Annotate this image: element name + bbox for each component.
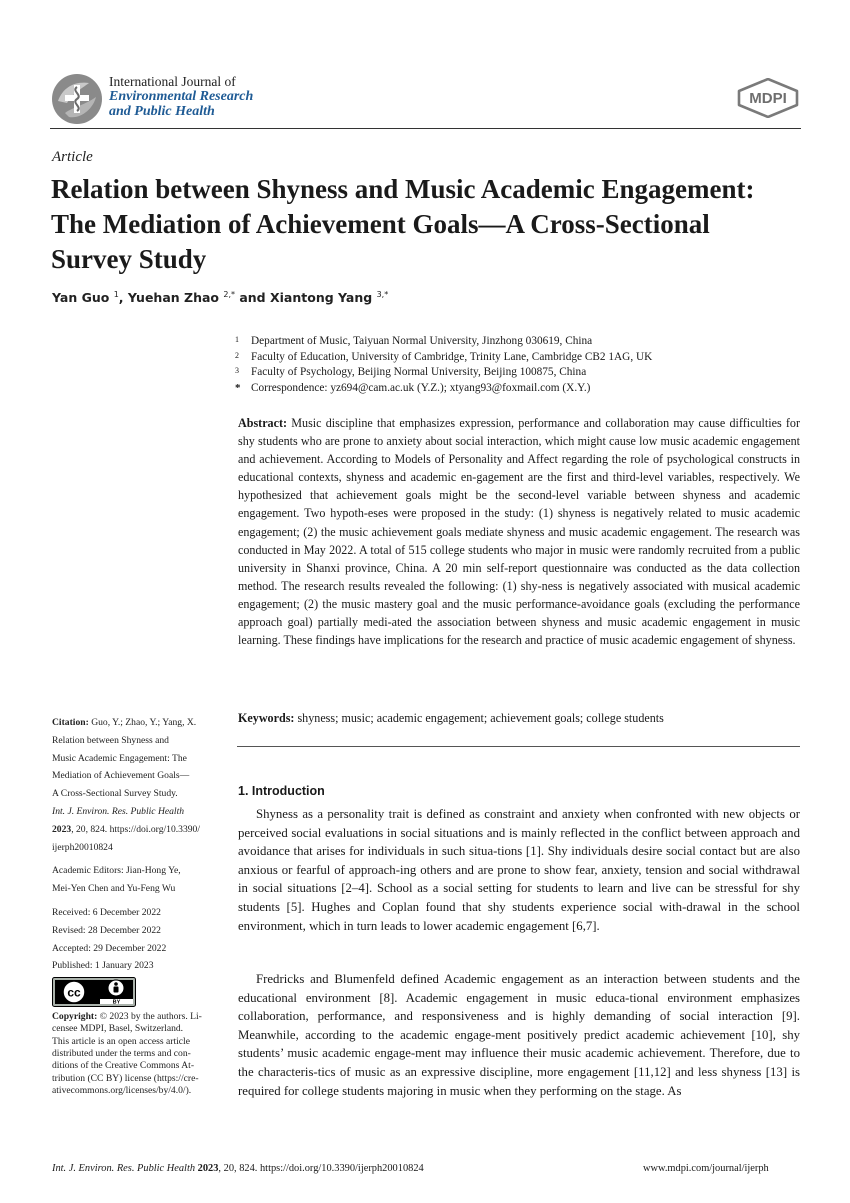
- paragraph-text: ment positively predict academic achievement [10], shy students’ music academic engage-: [238, 1027, 800, 1061]
- paragraph-text: shy students [5]. Hughes and Coplan found that shy students experience social with-: [238, 881, 800, 914]
- affiliation-item: [235, 334, 652, 350]
- paragraph-text: tions [1]. Shy individuals desire social contact but are also anxious or fearful of approach-: [238, 844, 800, 877]
- author-separator: and: [235, 290, 270, 306]
- received-date: Received: 6 December 2022: [52, 906, 161, 918]
- author-affiliation-mark: 2,*: [223, 290, 235, 299]
- abstract-text: ness is negatively associated with musical academic engagement; (2) the music mastery goal and: [238, 578, 801, 611]
- article-title: [51, 172, 811, 277]
- publication-dates: [52, 904, 218, 975]
- intro-paragraph-1: [238, 805, 800, 935]
- paragraph-text: Shyness as a personality trait is defined as constraint and anxiety when confronted: [256, 807, 692, 821]
- correspondence-text[interactable]: Correspondence: yz694@cam.ac.uk (Y.Z.); xtyang93@foxmail.com (X.Y.): [251, 381, 591, 394]
- mdpi-logo-text: MDPI: [749, 90, 787, 107]
- abstract-text: low music academic engagement and achievement. According to Models of Personality and Affect: [238, 434, 801, 467]
- footer-citation: [52, 1163, 424, 1174]
- abstract-text: gagement are the first and third-level variables, respectively. We hypothesized that achievement: [238, 470, 800, 503]
- footer-year: 2023: [197, 1163, 219, 1174]
- abstract-text: was conducted in May 2022. A total of 515 college students who major in music were randomly: [238, 524, 800, 557]
- editors-text: Mei-Yen Chen and Yu-Feng Wu: [52, 883, 176, 895]
- copyright-text: This article is an open access article: [52, 1035, 190, 1047]
- abstract-text: was conducted as the data collection method. The research results revealed the following: (1) shy-: [238, 560, 800, 593]
- abstract-text: the music performance-avoidance goals (excluding the performance approach goal) partially medi-: [238, 596, 800, 630]
- abstract-text: ated the association between shyness and music academic engagement in music learning. These: [238, 615, 800, 648]
- mdpi-logo: [737, 78, 799, 118]
- paragraph-text: Fredricks and Blumenfeld defined Academic engagement as an interaction between: [256, 972, 707, 986]
- author-affiliation-mark: 3,*: [376, 290, 389, 299]
- paragraph-text: situations [2–4]. School as a social setting for students to learn and live can be stressful for: [287, 881, 778, 896]
- header-rule: [50, 128, 801, 129]
- keywords-label: Keywords:: [238, 711, 295, 725]
- citation-doi-tail[interactable]: ijerph20010824: [52, 841, 113, 853]
- citation-year: 2023: [52, 823, 72, 835]
- author-list: [52, 290, 388, 305]
- journal-name-line1: International Journal of: [109, 74, 236, 89]
- abstract-text: Music discipline that emphasizes expression, performance and collaboration may cause: [291, 416, 726, 430]
- copyright-notice: [52, 1011, 218, 1097]
- citation-text: Music Academic Engagement: The: [52, 752, 187, 764]
- citation-doi[interactable]: , 20, 824. https://doi.org/10.3390/: [71, 823, 201, 835]
- citation-text: Guo, Y.; Zhao, Y.; Yang, X.: [91, 717, 197, 728]
- intro-paragraph-2: [238, 970, 800, 1100]
- section-heading: 1. Introduction: [238, 784, 325, 798]
- journal-logo: [51, 73, 103, 125]
- author-name[interactable]: Yan Guo: [52, 290, 110, 306]
- title-line: The Mediation of Achievement Goals—A Cross-Sectional: [51, 209, 710, 239]
- affiliation-mark: 3: [235, 366, 239, 375]
- abstract-text: (2) the music achievement goals mediate shyness and music academic engagement. The research: [303, 524, 778, 539]
- academic-editors: [52, 862, 218, 898]
- affiliation-item: [235, 350, 652, 366]
- editors-text: Academic Editors: Jian-Hong Ye,: [52, 865, 181, 877]
- copyright-label: Copyright:: [52, 1011, 98, 1023]
- abstract-text: recruited from a public university in Shanxi province, China. A 20 min self-report questionnaire: [238, 542, 800, 575]
- paragraph-text: required for college students majoring in music when they performing on the stage. As: [238, 1083, 682, 1098]
- journal-name-line2: Environmental Research: [109, 89, 254, 104]
- citation-text: A Cross-Sectional Survey Study.: [52, 788, 178, 800]
- affiliations: [235, 334, 652, 396]
- copyright-license-link[interactable]: tribution (CC BY) license (https://cre-: [52, 1072, 199, 1084]
- copyright-license-link[interactable]: ativecommons.org/licenses/by/4.0/).: [52, 1084, 192, 1096]
- affiliation-text: Faculty of Psychology, Beijing Normal University, Beijing 100875, China: [251, 366, 587, 378]
- paragraph-text: in the conflict between approach and avoidance that arises for individuals in such situa-: [238, 825, 800, 859]
- abstract-text: difficulties for shy students who are prone to anxiety about social interaction, which might cause: [238, 416, 801, 449]
- abstract-text: regarding the role of psychological constructs in educational contexts, shyness and academic en-: [238, 452, 800, 485]
- journal-name-line3: and Public Health: [109, 104, 215, 119]
- paragraph-text: ing others and are prone to show fear, anxiety, tension and social withdrawal in social: [238, 862, 800, 896]
- affiliation-item: [235, 365, 652, 381]
- paragraph-text: ment may influence their music academic achievement. Therefore, due to the characteris-: [238, 1046, 800, 1079]
- paragraph-text: with new objects or perceived social evaluations in social situations and is mainly reflected: [238, 807, 800, 840]
- copyright-text: © 2023 by the authors. Li-: [99, 1011, 202, 1023]
- paragraph-text: highly demanding of social interaction [9]. Meanwhile, according to the academic engage-: [238, 1009, 800, 1042]
- abstract-text: goals might be the second-level variable between shyness and academic engagement. Two hypoth-: [238, 488, 800, 521]
- abstract-label: Abstract:: [238, 416, 288, 430]
- published-date: Published: 1 January 2023: [52, 960, 154, 972]
- citation-block: [52, 714, 218, 856]
- citation-label: Citation:: [52, 717, 89, 728]
- cc-by-license-badge[interactable]: [52, 977, 136, 1007]
- paragraph-text: [6,7].: [572, 918, 600, 933]
- abstract-rule: [237, 746, 800, 747]
- footer-journal: Int. J. Environ. Res. Public Health: [52, 1163, 196, 1174]
- title-line: Relation between Shyness and Music Academic Engagement:: [51, 174, 755, 204]
- keywords-text: shyness; music; academic engagement; achievement goals; college students: [297, 711, 664, 725]
- paragraph-text: tional environment emphasizes collaboration, performance, and responsiveness and is: [238, 990, 800, 1024]
- author-separator: ,: [118, 290, 128, 306]
- copyright-text: distributed under the terms and con-: [52, 1048, 191, 1060]
- article-type: Article: [52, 149, 93, 165]
- journal-name: [109, 74, 253, 119]
- citation-text: Mediation of Achievement Goals—: [52, 770, 190, 782]
- abstract-text: findings have implications for the research and practice of music academic engagement of shyness.: [315, 633, 796, 648]
- affiliation-text: Faculty of Education, University of Cambridge, Trinity Lane, Cambridge CB2 1AG, UK: [251, 350, 653, 363]
- paragraph-text: tics of music as an expressive discipline, more engagement [11,12] and less shyness [13] is: [317, 1064, 800, 1079]
- author-name[interactable]: Yuehan Zhao: [127, 290, 219, 306]
- copyright-text: ditions of the Creative Commons At-: [52, 1060, 195, 1072]
- citation-journal: Int. J. Environ. Res. Public Health: [52, 805, 185, 817]
- article-sidebar: [52, 714, 218, 1097]
- author-affiliation-mark: 1: [113, 290, 119, 299]
- abstract: [238, 414, 800, 649]
- revised-date: Revised: 28 December 2022: [52, 924, 161, 936]
- affiliation-text: Department of Music, Taiyuan Normal University, Jinzhong 030619, China: [251, 335, 593, 347]
- correspondence-mark: *: [235, 381, 241, 394]
- keywords: [238, 709, 800, 727]
- copyright-text: censee MDPI, Basel, Switzerland.: [52, 1023, 184, 1035]
- accepted-date: Accepted: 29 December 2022: [52, 942, 167, 954]
- correspondence-item: [235, 381, 652, 397]
- paragraph-text: drawal in the school environment, which in turn leads to lower academic engagement: [238, 899, 800, 933]
- cc-icon-label: cc: [67, 985, 81, 1000]
- footer-journal-url[interactable]: www.mdpi.com/journal/ijerph: [643, 1163, 769, 1174]
- by-label: BY: [112, 999, 121, 1006]
- author-name[interactable]: Xiantong Yang: [270, 290, 373, 306]
- title-line: Survey Study: [51, 244, 207, 274]
- abstract-text: eses were proposed in the study: (1) shyness is negatively related to music academic engagement;: [238, 506, 800, 539]
- paragraph-text: students and the educational environment [8]. Academic engagement in music educa-: [238, 972, 800, 1005]
- affiliation-mark: 1: [235, 335, 239, 344]
- affiliation-mark: 2: [235, 350, 239, 360]
- footer-doi[interactable]: , 20, 824. https://doi.org/10.3390/ijerph20010824: [218, 1163, 424, 1174]
- citation-text: Relation between Shyness and: [52, 734, 169, 746]
